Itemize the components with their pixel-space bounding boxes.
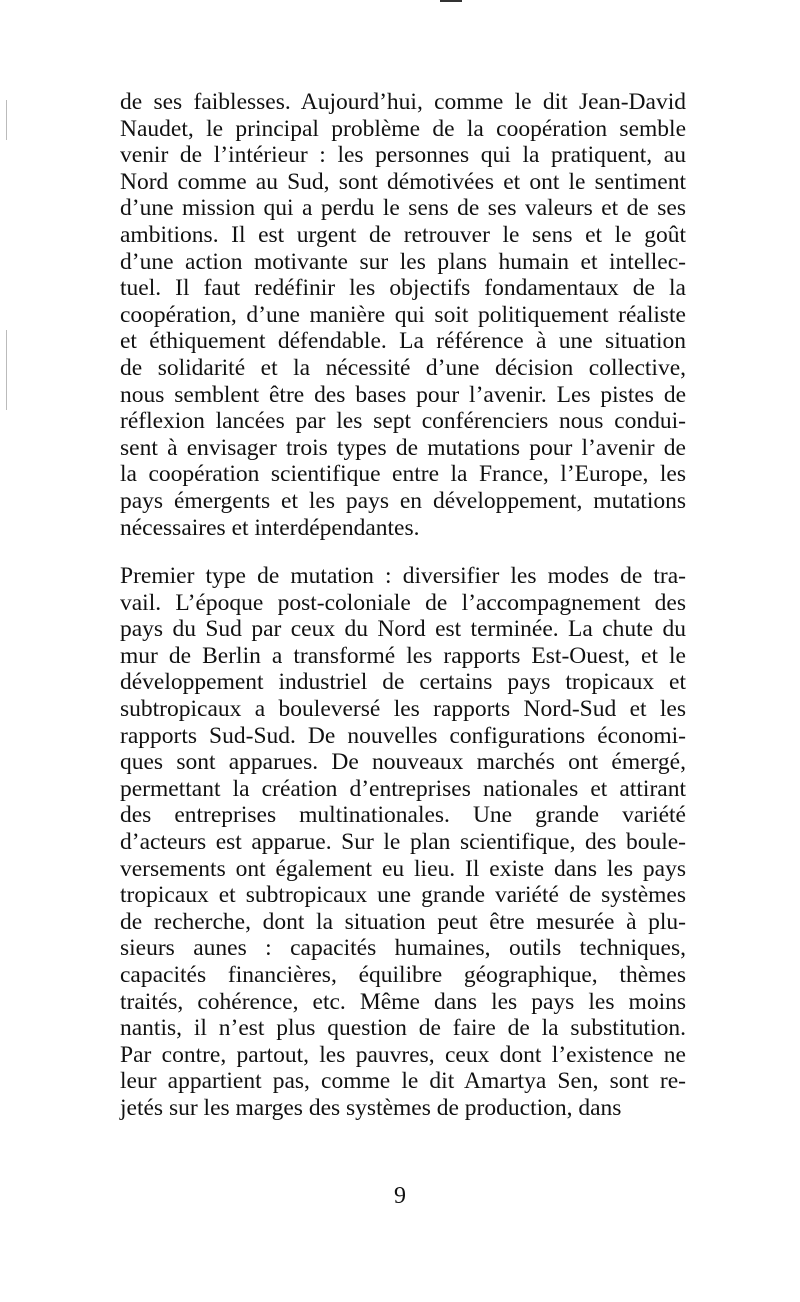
- text-line: de recherche, dont la situation peut être mesurée à plu-: [120, 908, 686, 935]
- paragraph: [120, 563, 686, 1121]
- text-line: et éthiquement défendable. La référence à une situation: [120, 328, 686, 355]
- text-line: nécessaires et interdépendantes.: [120, 514, 420, 541]
- scan-mark: [440, 0, 462, 2]
- text-line: de solidarité et la nécessité d’une décision collective,: [120, 354, 686, 381]
- text-line: permettant la création d’entreprises nationales et attirant: [120, 775, 686, 802]
- text-line: Premier type de mutation : diversifier les modes de tra-: [120, 563, 686, 590]
- text-line: d’une mission qui a perdu le sens de ses valeurs et de ses: [120, 195, 686, 222]
- text-line: pays émergents et les pays en développement, mutations: [120, 487, 686, 514]
- scan-margin-line: [6, 330, 7, 410]
- page-body: [120, 89, 686, 1144]
- text-line: pays du Sud par ceux du Nord est terminée. La chute du: [120, 616, 686, 643]
- text-line: sent à envisager trois types de mutations pour l’avenir de: [120, 434, 686, 461]
- text-line: rapports Sud-Sud. De nouvelles configurations économi-: [120, 722, 686, 749]
- text-line: versements ont également eu lieu. Il existe dans les pays: [120, 855, 686, 882]
- text-line: mur de Berlin a transformé les rapports Est-Ouest, et le: [120, 642, 686, 669]
- text-line: venir de l’intérieur : les personnes qui la pratiquent, au: [120, 142, 686, 169]
- text-line: des entreprises multinationales. Une grande variété: [120, 802, 686, 829]
- text-line: tropicaux et subtropicaux une grande variété de systèmes: [120, 882, 686, 909]
- text-line: de ses faiblesses. Aujourd’hui, comme le dit Jean-David: [120, 89, 686, 115]
- text-line: développement industriel de certains pays tropicaux et: [120, 669, 686, 696]
- text-line: ques sont apparues. De nouveaux marchés ont émergé,: [120, 749, 686, 776]
- text-line: Par contre, partout, les pauvres, ceux dont l’existence ne: [120, 1041, 686, 1068]
- text-line: leur appartient pas, comme le dit Amartya Sen, sont re-: [120, 1068, 686, 1095]
- scan-margin-line: [6, 100, 7, 140]
- text-line: réflexion lancées par les sept conférenciers nous condui-: [120, 408, 686, 435]
- paragraph: [120, 89, 686, 541]
- text-line: capacités financières, équilibre géographique, thèmes: [120, 962, 686, 988]
- text-line: subtropicaux a bouleversé les rapports Nord-Sud et les: [120, 696, 686, 723]
- text-line: la coopération scientifique entre la France, l’Europe, les: [120, 461, 686, 488]
- text-line: jetés sur les marges des systèmes de production, dans: [120, 1094, 622, 1121]
- text-line: nous semblent être des bases pour l’avenir. Les pistes de: [120, 381, 686, 408]
- text-line: d’acteurs est apparue. Sur le plan scientifique, des boule-: [120, 829, 686, 856]
- text-line: Nord comme au Sud, sont démotivées et ont le sentiment: [120, 168, 686, 195]
- text-line: coopération, d’une manière qui soit politiquement réaliste: [120, 301, 686, 328]
- page-number: 9: [394, 1183, 406, 1209]
- text-line: nantis, il n’est plus question de faire de la substitution.: [120, 1015, 686, 1042]
- text-line: d’une action motivante sur les plans humain et intellec-: [120, 248, 686, 275]
- text-line: tuel. Il faut redéfinir les objectifs fondamentaux de la: [120, 275, 686, 302]
- text-line: vail. L’époque post-coloniale de l’accompagnement des: [120, 589, 686, 616]
- text-line: ambitions. Il est urgent de retrouver le sens et le goût: [120, 221, 686, 248]
- text-line: traités, cohérence, etc. Même dans les pays les moins: [120, 988, 686, 1015]
- text-line: sieurs aunes : capacités humaines, outils techniques,: [120, 935, 686, 962]
- text-line: Naudet, le principal problème de la coopération semble: [120, 115, 686, 142]
